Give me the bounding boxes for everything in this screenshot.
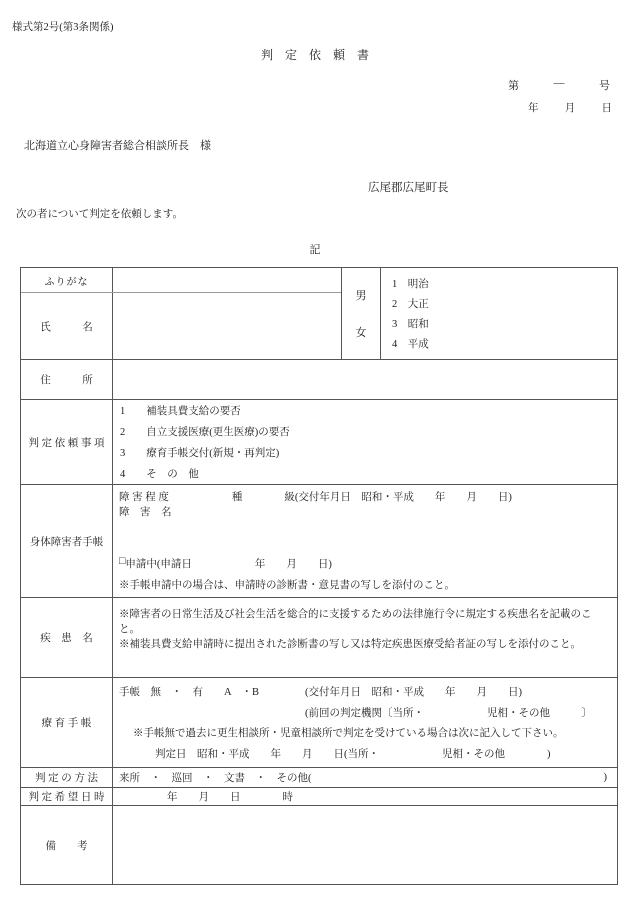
- judgment-method-row: [21, 768, 617, 788]
- pending-checkbox[interactable]: □: [119, 556, 126, 567]
- previous-judgment-date-line: 判定日 昭和・平成 年 月 日(当所・ 児相・その他 ): [155, 749, 551, 761]
- request-items-cell: [113, 400, 617, 484]
- disease-label: 疾 患 名: [21, 598, 113, 677]
- desired-datetime-value: 年 月 日 時: [167, 792, 293, 803]
- request-item-2: 2 自立支援医療(更生医療)の要否: [120, 427, 290, 438]
- era-option-showa: 3 昭和: [392, 319, 429, 331]
- furigana-label: ふりがな: [21, 268, 113, 292]
- date-day-label: 日: [601, 103, 612, 114]
- document-number-line: [508, 77, 610, 93]
- remarks-field[interactable]: [113, 806, 617, 884]
- rehabilitation-certificate-body: [113, 678, 617, 767]
- request-item-1: 1 補装具費支給の要否: [120, 406, 241, 417]
- gender-male-label: 男: [355, 290, 367, 303]
- era-option-meiji: 1 明治: [392, 278, 429, 290]
- disease-row: [21, 598, 617, 678]
- address-label: 住 所: [21, 360, 113, 399]
- address-row: [21, 360, 617, 400]
- rehabilitation-note: ※手帳無で過去に更生相談所・児童相談所で判定を受けている場合は次に記入して下さい。: [133, 728, 564, 740]
- date-month-label: 月: [564, 103, 576, 114]
- judgment-method-close-paren: ): [603, 772, 607, 783]
- sender-title: 広尾郡広尾町長: [368, 182, 449, 194]
- certificate-issue-date: (交付年月日 昭和・平成 年 月 日): [305, 686, 522, 698]
- intro-text: 次の者について判定を依頼します。: [16, 209, 183, 220]
- desired-datetime-row: [21, 788, 617, 806]
- date-line: [528, 100, 612, 115]
- judgment-method-options-line: [113, 768, 617, 787]
- physical-certificate-cell: [113, 485, 617, 597]
- desired-datetime-cell: [113, 788, 617, 805]
- gender-cell: [341, 268, 380, 359]
- page-title: 判 定 依 頼 書: [260, 48, 369, 62]
- rehabilitation-certificate-cell: [113, 678, 617, 767]
- pending-application-text: 申請中(申請日 年 月 日): [125, 559, 332, 570]
- certificate-note: ※手帳申請中の場合は、申請時の診断書・意見書の写しを添付のこと。: [119, 580, 455, 591]
- name-left-block: [21, 268, 341, 359]
- name-field[interactable]: [113, 293, 341, 359]
- remarks-label: 備 考: [21, 806, 113, 884]
- request-item-4: 4 そ の 他: [120, 469, 199, 480]
- request-items-list: [113, 400, 617, 484]
- furigana-subrow: [21, 268, 341, 293]
- doc-number-prefix: 第: [508, 80, 519, 92]
- disability-degree-line: 障 害 程 度 種 級(交付年月日 昭和・平成 年 月 日): [119, 492, 512, 503]
- name-label: 氏 名: [21, 293, 113, 359]
- certificate-status-line: [119, 684, 613, 699]
- era-option-heisei: 4 平成: [392, 339, 429, 351]
- addressee: 北海道立心身障害者総合相談所長 様: [24, 140, 211, 152]
- date-year-label: 年: [528, 103, 539, 114]
- physical-certificate-row: [21, 485, 617, 598]
- remarks-row: [21, 806, 617, 884]
- judgment-method-label: 判 定 の 方 法: [21, 768, 113, 787]
- rehabilitation-certificate-label: 療 育 手 帳: [21, 678, 113, 767]
- furigana-field[interactable]: [113, 268, 341, 292]
- disease-note-1: ※障害者の日常生活及び社会生活を総合的に支援するための法律施行令に規定する疾患名を記載のこと。: [119, 609, 592, 636]
- address-field[interactable]: [113, 360, 617, 399]
- name-row: [21, 268, 617, 360]
- judgment-table: [20, 267, 618, 885]
- request-items-label: 判 定 依 頼 事 項: [21, 400, 113, 484]
- record-heading: 記: [309, 244, 321, 256]
- request-items-row: [21, 400, 617, 485]
- era-option-taisho: 2 大正: [392, 298, 429, 310]
- physical-certificate-body: [113, 485, 617, 597]
- disability-name-line: 障 害 名: [119, 507, 172, 518]
- rehabilitation-certificate-row: [21, 678, 617, 768]
- era-options-cell: [380, 268, 617, 359]
- physical-certificate-label: 身体障害者手帳: [21, 485, 113, 597]
- certificate-status-options: 手帳 無 ・ 有 A ・B: [119, 686, 260, 698]
- form-style-note: 様式第2号(第3条関係): [12, 22, 114, 33]
- doc-number-suffix: 号: [599, 80, 610, 92]
- previous-judgment-org-line: (前回の判定機関〔当所・ 児相・その他 〕: [305, 707, 592, 719]
- judgment-method-cell: [113, 768, 617, 787]
- disease-note-2: ※補装具費支給申請時に提出された診断書の写し又は特定疾患医療受給者証の写しを添付のこと。: [119, 639, 581, 651]
- request-item-3: 3 療育手帳交付(新規・再判定): [120, 448, 280, 459]
- desired-datetime-label: 判 定 希 望 日 時: [21, 788, 113, 805]
- judgment-method-options: 来所 ・ 巡回 ・ 文書 ・ その他(: [119, 773, 312, 784]
- name-subrow: [21, 293, 341, 359]
- disease-cell: [113, 598, 617, 677]
- pending-application-line: [119, 556, 613, 571]
- doc-number-value: ―: [553, 77, 565, 89]
- disease-notes: [113, 598, 617, 653]
- gender-female-label: 女: [355, 326, 367, 339]
